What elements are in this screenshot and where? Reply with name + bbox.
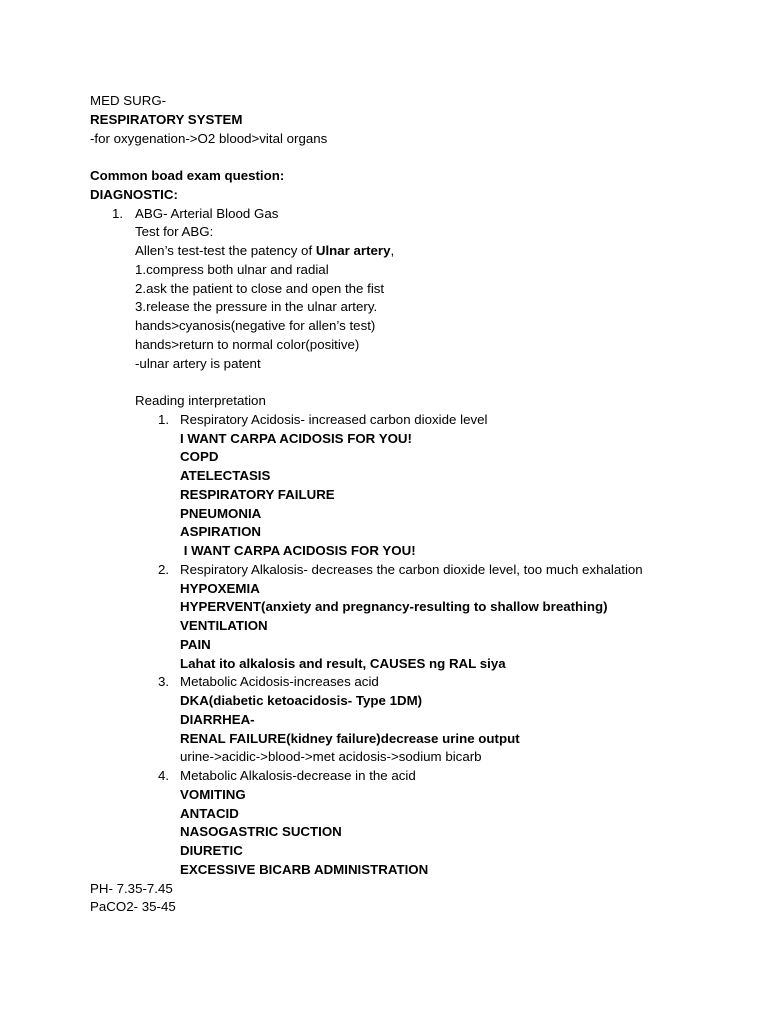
abg-title: ABG- Arterial Blood Gas	[135, 205, 279, 221]
condition-title: Metabolic Acidosis-increases acid	[180, 674, 379, 690]
allens-test-line	[90, 242, 750, 261]
condition-note: urine->acidic->blood->met acidosis->sodium bicarb	[180, 749, 482, 765]
condition-cause: COPD	[180, 449, 219, 465]
abg-step: hands>return to normal color(positive)	[135, 336, 360, 352]
condition-item	[90, 411, 750, 430]
condition-cause: I WANT CARPA ACIDOSIS FOR YOU!	[180, 543, 416, 558]
condition-title: Metabolic Alkalosis-decrease in the acid	[180, 768, 416, 783]
condition-item	[90, 767, 750, 786]
abg-step: 3.release the pressure in the ulnar artery.	[135, 299, 378, 315]
abg-item	[90, 205, 750, 224]
abg-step: -ulnar artery is patent	[135, 355, 261, 371]
condition-cause: Lahat ito alkalosis and result, CAUSES ng RAL siya	[180, 655, 506, 671]
condition-cause: VENTILATION	[180, 618, 268, 633]
condition-cause: ANTACID	[180, 805, 239, 821]
allens-prefix: Allen’s test-test the patency of	[135, 243, 316, 258]
list-number: 2.	[158, 561, 170, 577]
list-number: 4.	[158, 768, 170, 783]
condition-item	[90, 561, 750, 580]
abg-step: hands>cyanosis(negative for allen’s test)	[135, 318, 376, 333]
abg-step: 1.compress both ulnar and radial	[135, 261, 329, 277]
condition-cause: DKA(diabetic ketoacidosis- Type 1DM)	[180, 693, 423, 708]
reading-interpretation: Reading interpretation	[135, 393, 266, 408]
condition-cause: VOMITING	[180, 786, 246, 802]
condition-cause: HYPOXEMIA	[180, 580, 260, 596]
ph-value: PH- 7.35-7.45	[90, 880, 173, 896]
condition-item	[90, 673, 750, 692]
condition-cause: EXCESSIVE BICARB ADMINISTRATION	[180, 861, 429, 877]
paco2-value: PaCO2- 35-45	[90, 899, 176, 915]
page-subtitle: -for oxygenation->O2 blood>vital organs	[90, 130, 328, 146]
spacer	[90, 148, 750, 167]
list-number: 1.	[158, 411, 170, 427]
condition-cause: DIARRHEA-	[180, 711, 255, 727]
condition-cause: HYPERVENT(anxiety and pregnancy-resulting to shallow breathing)	[180, 599, 608, 615]
section-heading: DIAGNOSTIC:	[90, 186, 178, 202]
condition-cause: PAIN	[180, 636, 211, 652]
allens-bold: Ulnar artery	[315, 243, 391, 258]
abg-test-for: Test for ABG:	[135, 224, 214, 240]
condition-cause: RENAL FAILURE(kidney failure)decrease urine output	[180, 730, 520, 746]
condition-cause: ATELECTASIS	[180, 468, 271, 483]
allens-suffix: ,	[390, 243, 395, 258]
condition-title: Respiratory Acidosis- increased carbon dioxide level	[180, 411, 488, 427]
condition-title: Respiratory Alkalosis- decreases the carbon dioxide level, too much exhalation	[180, 561, 643, 577]
list-number: 3.	[158, 674, 170, 690]
condition-cause: I WANT CARPA ACIDOSIS FOR YOU!	[180, 430, 412, 446]
condition-cause: NASOGASTRIC SUCTION	[180, 824, 342, 840]
spacer	[90, 373, 750, 392]
course-label: MED SURG-	[90, 93, 167, 108]
list-number: 1.	[112, 205, 124, 221]
condition-cause: ASPIRATION	[180, 524, 262, 540]
condition-cause: DIURETIC	[180, 843, 243, 858]
condition-cause: RESPIRATORY FAILURE	[180, 486, 335, 502]
page-title: RESPIRATORY SYSTEM	[90, 111, 243, 127]
abg-step: 2.ask the patient to close and open the fist	[135, 280, 385, 296]
document-content	[90, 92, 750, 917]
condition-cause: PNEUMONIA	[180, 505, 262, 521]
exam-note: Common boad exam question:	[90, 168, 285, 183]
